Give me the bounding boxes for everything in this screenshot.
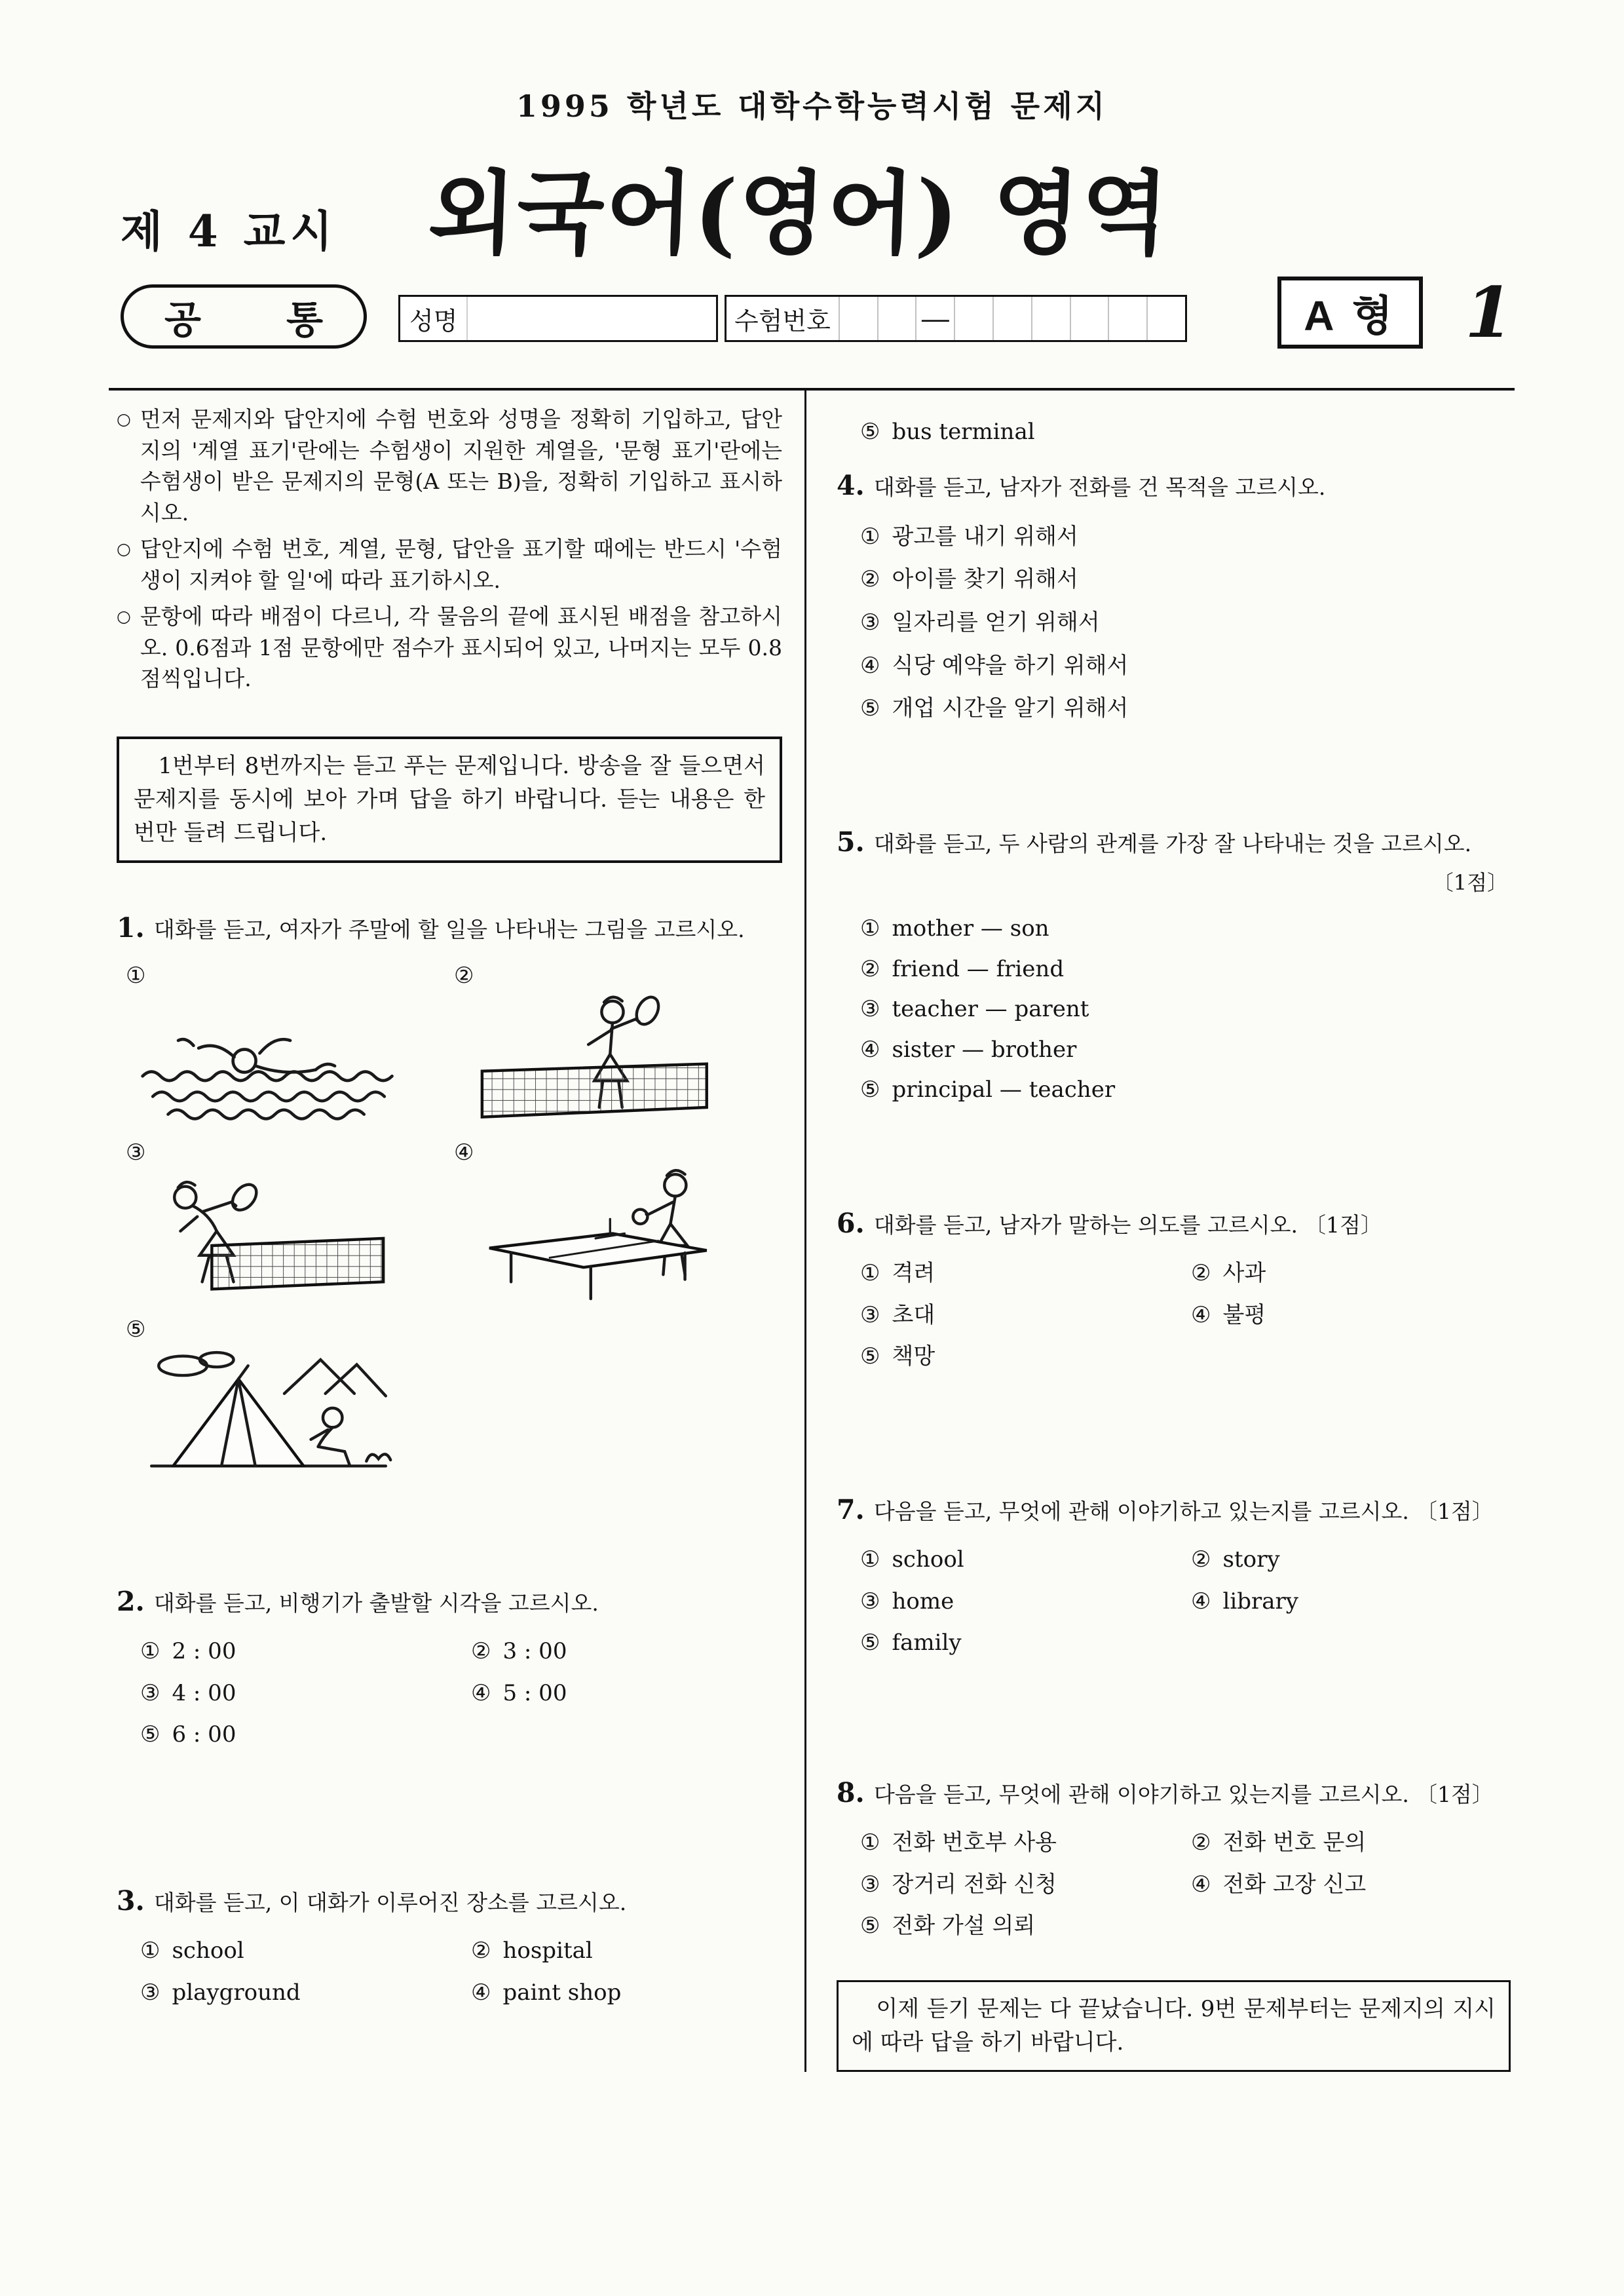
left-column	[109, 391, 804, 2072]
option-item	[860, 693, 1511, 725]
option-item	[860, 1827, 1191, 1859]
question-number: 3.	[117, 1885, 145, 1917]
option-text: 6 : 00	[172, 1721, 236, 1748]
form-type-badge: A 형	[1277, 277, 1423, 349]
option-item	[860, 954, 1511, 985]
option-item	[140, 1719, 471, 1751]
option-item	[140, 1978, 471, 2009]
content-columns	[109, 391, 1515, 2072]
option-item	[860, 607, 1511, 639]
option-item	[140, 1936, 471, 1967]
name-field	[398, 295, 718, 342]
options	[860, 522, 1511, 725]
option-text: 아이를 찾기 위해서	[892, 566, 1078, 593]
score-badge: 〔1점〕	[1415, 1498, 1494, 1524]
option-item	[860, 522, 1511, 553]
option-marker: ⑤	[860, 1630, 880, 1656]
option-text: 전화 가설 의뢰	[892, 1913, 1036, 1940]
option-marker: ②	[454, 962, 474, 989]
option-text: 전화 고장 신고	[1222, 1871, 1367, 1898]
picture-option-swimming	[126, 963, 454, 1130]
name-input-area	[468, 297, 716, 340]
question-3-continued-option	[860, 417, 1511, 448]
option-text: hospital	[502, 1938, 593, 1964]
picture-option-table-tennis	[454, 1139, 782, 1307]
option-text: 4 : 00	[172, 1679, 236, 1706]
question-text: 다음을 듣고, 무엇에 관해 이야기하고 있는지를 고르시오.	[873, 1498, 1409, 1524]
question-2	[117, 1582, 782, 1751]
option-text: 개업 시간을 알기 위해서	[892, 695, 1129, 722]
page-number: 1	[1465, 271, 1513, 353]
exam-session-label: 제 4 교시	[121, 206, 338, 257]
option-item	[1191, 1258, 1511, 1290]
option-text: family	[892, 1630, 962, 1656]
option-marker: ⑤	[860, 1077, 880, 1103]
subject-title: 외국어(영어) 영역	[426, 160, 1172, 267]
option-text: sister — brother	[892, 1036, 1077, 1063]
option-text: 불평	[1222, 1301, 1266, 1328]
option-item	[860, 913, 1511, 945]
option-marker: ③	[860, 996, 880, 1023]
option-marker: ②	[1191, 1829, 1211, 1856]
camping-illustration	[135, 1345, 402, 1484]
option-text: friend — friend	[892, 955, 1065, 982]
swimming-illustration	[135, 991, 402, 1130]
question-number: 7.	[837, 1493, 865, 1525]
common-track-char-right: 통	[286, 297, 323, 342]
option-text: 격려	[892, 1260, 935, 1287]
circle-bullet-icon: ○	[117, 607, 131, 626]
option-text: 책망	[892, 1343, 935, 1370]
option-text: 초대	[892, 1301, 935, 1328]
option-marker: ③	[860, 1301, 880, 1328]
option-marker: ④	[860, 652, 880, 679]
instruction-item	[117, 601, 782, 695]
option-text: paint shop	[502, 1979, 622, 2006]
option-marker: ④	[1191, 1871, 1211, 1898]
option-item	[471, 1678, 782, 1710]
option-item	[860, 1300, 1191, 1331]
exam-number-cell	[992, 297, 1031, 340]
question-head	[837, 467, 1511, 505]
option-text: 3 : 00	[502, 1638, 567, 1665]
score-badge: 〔1점〕	[1415, 1781, 1494, 1807]
instruction-text: 먼저 문제지와 답안지에 수험 번호와 성명을 정확히 기입하고, 답안지의 '계열 표기'란에는 수험생이 지원한 계열을, '문형 표기'란에는 수험생이 받은 문제지의 문형(A 또는 B)을, 정확히 기입하고 표시하시오.	[140, 406, 782, 526]
name-field-label: 성명	[400, 297, 468, 340]
option-item	[860, 1586, 1191, 1618]
option-marker: ③	[140, 1679, 161, 1706]
option-marker: ⑤	[860, 1913, 880, 1940]
option-marker: ⑤	[140, 1721, 161, 1748]
option-text: 5 : 00	[502, 1679, 567, 1706]
option-marker: ②	[860, 955, 880, 982]
common-track-badge	[121, 284, 367, 349]
picture-option-badminton	[126, 1139, 454, 1307]
exam-number-cell	[1108, 297, 1146, 340]
option-item	[140, 1636, 471, 1668]
question-6	[837, 1204, 1511, 1373]
instruction-item	[117, 533, 782, 596]
option-marker: ①	[140, 1638, 161, 1665]
option-marker: ④	[471, 1679, 491, 1706]
question-number: 8.	[837, 1776, 865, 1808]
exam-number-cell	[1070, 297, 1108, 340]
circle-bullet-icon: ○	[117, 539, 131, 559]
instruction-item	[117, 404, 782, 528]
question-5	[837, 823, 1511, 1106]
option-text: 장거리 전화 신청	[892, 1871, 1057, 1898]
option-marker: ①	[126, 962, 146, 989]
option-text: school	[172, 1938, 244, 1964]
option-marker: ④	[1191, 1301, 1211, 1328]
question-text: 다음을 듣고, 무엇에 관해 이야기하고 있는지를 고르시오.	[873, 1781, 1409, 1807]
picture-option-tennis	[454, 963, 782, 1130]
exam-number-cell	[1146, 297, 1185, 340]
option-marker: ②	[860, 566, 880, 593]
option-item	[471, 1936, 782, 1967]
option-text: library	[1222, 1588, 1298, 1615]
option-marker: ④	[1191, 1588, 1211, 1615]
option-item	[1191, 1869, 1511, 1901]
question-text: 대화를 듣고, 남자가 전화를 건 목적을 고르시오.	[873, 474, 1326, 500]
option-item	[1191, 1586, 1511, 1618]
option-text: 전화 번호부 사용	[892, 1829, 1057, 1856]
instruction-text: 문항에 따라 배점이 다르니, 각 물음의 끝에 표시된 배점을 참고하시오. 0.6점과 1점 문항에만 점수가 표시되어 있고, 나머지는 모두 0.8점씩입니다.	[140, 603, 782, 692]
option-item	[860, 1544, 1191, 1576]
option-text: home	[892, 1588, 954, 1615]
option-marker: ①	[860, 1260, 880, 1287]
option-item	[860, 1341, 1191, 1373]
option-marker: ④	[454, 1139, 474, 1166]
question-head	[117, 1882, 782, 1920]
listening-notice-box: 1번부터 8번까지는 듣고 푸는 문제입니다. 방송을 잘 들으면서 문제지를 동시에 보아 가며 답을 하기 바랍니다. 듣는 내용은 한 번만 들려 드립니다.	[117, 737, 782, 863]
option-text: principal — teacher	[892, 1077, 1116, 1103]
exam-number-cell	[1031, 297, 1070, 340]
question-head	[837, 1204, 1511, 1242]
option-marker: ①	[860, 1546, 880, 1573]
right-column	[806, 391, 1515, 2072]
common-track-char-left: 공	[164, 297, 202, 342]
question-head	[837, 1491, 1511, 1529]
exam-paper-title: 1995 학년도 대학수학능력시험 문제지	[516, 88, 1108, 124]
question-number: 1.	[117, 911, 145, 944]
instruction-text: 답안지에 수험 번호, 계열, 문형, 답안을 표기할 때에는 반드시 '수험생이 지켜야 할 일'에 따라 표기하시오.	[140, 536, 782, 593]
option-marker: ②	[471, 1938, 491, 1964]
option-item	[860, 1628, 1191, 1659]
option-item	[860, 1258, 1191, 1290]
option-marker: ③	[860, 1588, 880, 1615]
question-7	[837, 1491, 1511, 1659]
option-marker: ①	[860, 915, 880, 942]
question-8	[837, 1774, 1511, 1942]
score-badge: 〔1점〕	[1304, 1212, 1382, 1238]
option-text: 2 : 00	[172, 1638, 236, 1665]
option-marker: ①	[860, 1829, 880, 1856]
option-marker: ⑤	[860, 695, 880, 722]
option-marker: ②	[1191, 1260, 1211, 1287]
option-item	[860, 651, 1511, 682]
option-text: playground	[172, 1979, 301, 2006]
options	[860, 1544, 1511, 1659]
option-marker: ⑤	[860, 419, 880, 445]
score-badge: 〔1점〕	[1432, 870, 1508, 895]
option-item	[1191, 1544, 1511, 1576]
exam-number-cell	[877, 297, 916, 340]
exam-number-cell	[954, 297, 992, 340]
question-text: 대화를 듣고, 비행기가 출발할 시각을 고르시오.	[153, 1590, 599, 1616]
picture-option-camping	[126, 1316, 454, 1484]
question-head	[837, 823, 1511, 861]
options	[860, 1258, 1511, 1373]
tennis-illustration	[463, 991, 730, 1130]
question-text: 대화를 듣고, 여자가 주말에 할 일을 나타내는 그림을 고르시오.	[153, 916, 745, 942]
option-marker: ⑤	[860, 1343, 880, 1370]
option-text: school	[892, 1546, 964, 1573]
options	[140, 1636, 782, 1751]
option-text: 일자리를 얻기 위해서	[892, 609, 1100, 636]
option-item	[471, 1978, 782, 2009]
question-number: 4.	[837, 469, 865, 501]
option-item	[860, 994, 1511, 1025]
option-text: teacher — parent	[892, 996, 1089, 1023]
option-item	[860, 1035, 1511, 1066]
question-3	[117, 1882, 782, 2008]
option-item	[1191, 1827, 1511, 1859]
option-item	[860, 1911, 1191, 1942]
question-number: 5.	[837, 826, 865, 858]
option-marker: ④	[860, 1036, 880, 1063]
option-marker: ⑤	[126, 1316, 146, 1343]
exam-number-cells	[839, 297, 1185, 340]
circle-bullet-icon: ○	[117, 410, 131, 429]
question-head	[117, 1582, 782, 1620]
option-marker: ③	[860, 1871, 880, 1898]
options	[860, 1827, 1511, 1942]
option-marker: ③	[860, 609, 880, 636]
picture-options	[126, 963, 782, 1484]
table-tennis-illustration	[463, 1168, 730, 1307]
option-item	[860, 1075, 1511, 1106]
option-text: 광고를 내기 위해서	[892, 523, 1078, 550]
option-item	[140, 1678, 471, 1710]
exam-number-separator: —	[915, 297, 954, 340]
option-marker: ①	[140, 1938, 161, 1964]
option-text: 전화 번호 문의	[1222, 1829, 1367, 1856]
option-item	[471, 1636, 782, 1668]
question-1	[117, 909, 782, 1484]
option-marker: ④	[471, 1979, 491, 2006]
question-4	[837, 467, 1511, 725]
option-text: 사과	[1222, 1260, 1266, 1287]
option-marker: ②	[1191, 1546, 1211, 1573]
option-marker: ①	[860, 523, 880, 550]
option-item	[860, 1869, 1191, 1901]
option-text: 식당 예약을 하기 위해서	[892, 652, 1129, 679]
question-head	[837, 1774, 1511, 1812]
exam-number-label: 수험번호	[734, 307, 831, 335]
question-text: 대화를 듣고, 이 대화가 이루어진 장소를 고르시오.	[153, 1889, 627, 1915]
option-item	[1191, 1300, 1511, 1331]
option-marker: ③	[126, 1139, 146, 1166]
option-marker: ③	[140, 1979, 161, 2006]
instructions-list	[117, 404, 782, 695]
badminton-illustration	[135, 1168, 402, 1307]
option-item	[860, 564, 1511, 596]
options	[140, 1936, 782, 2008]
question-number: 2.	[117, 1585, 145, 1617]
question-number: 6.	[837, 1207, 865, 1239]
option-text: story	[1222, 1546, 1280, 1573]
options	[860, 913, 1511, 1106]
option-marker: ②	[471, 1638, 491, 1665]
question-text: 대화를 듣고, 남자가 말하는 의도를 고르시오.	[873, 1212, 1298, 1238]
exam-number-cell	[839, 297, 877, 340]
option-text: bus terminal	[892, 419, 1035, 445]
listening-end-notice-box: 이제 듣기 문제는 다 끝났습니다. 9번 문제부터는 문제지의 지시에 따라 답을 하기 바랍니다.	[837, 1980, 1511, 2072]
option-text: mother — son	[892, 915, 1049, 942]
question-head	[117, 909, 782, 947]
question-text: 대화를 듣고, 두 사람의 관계를 가장 잘 나타내는 것을 고르시오.	[873, 830, 1472, 856]
exam-number-field	[725, 295, 1187, 342]
